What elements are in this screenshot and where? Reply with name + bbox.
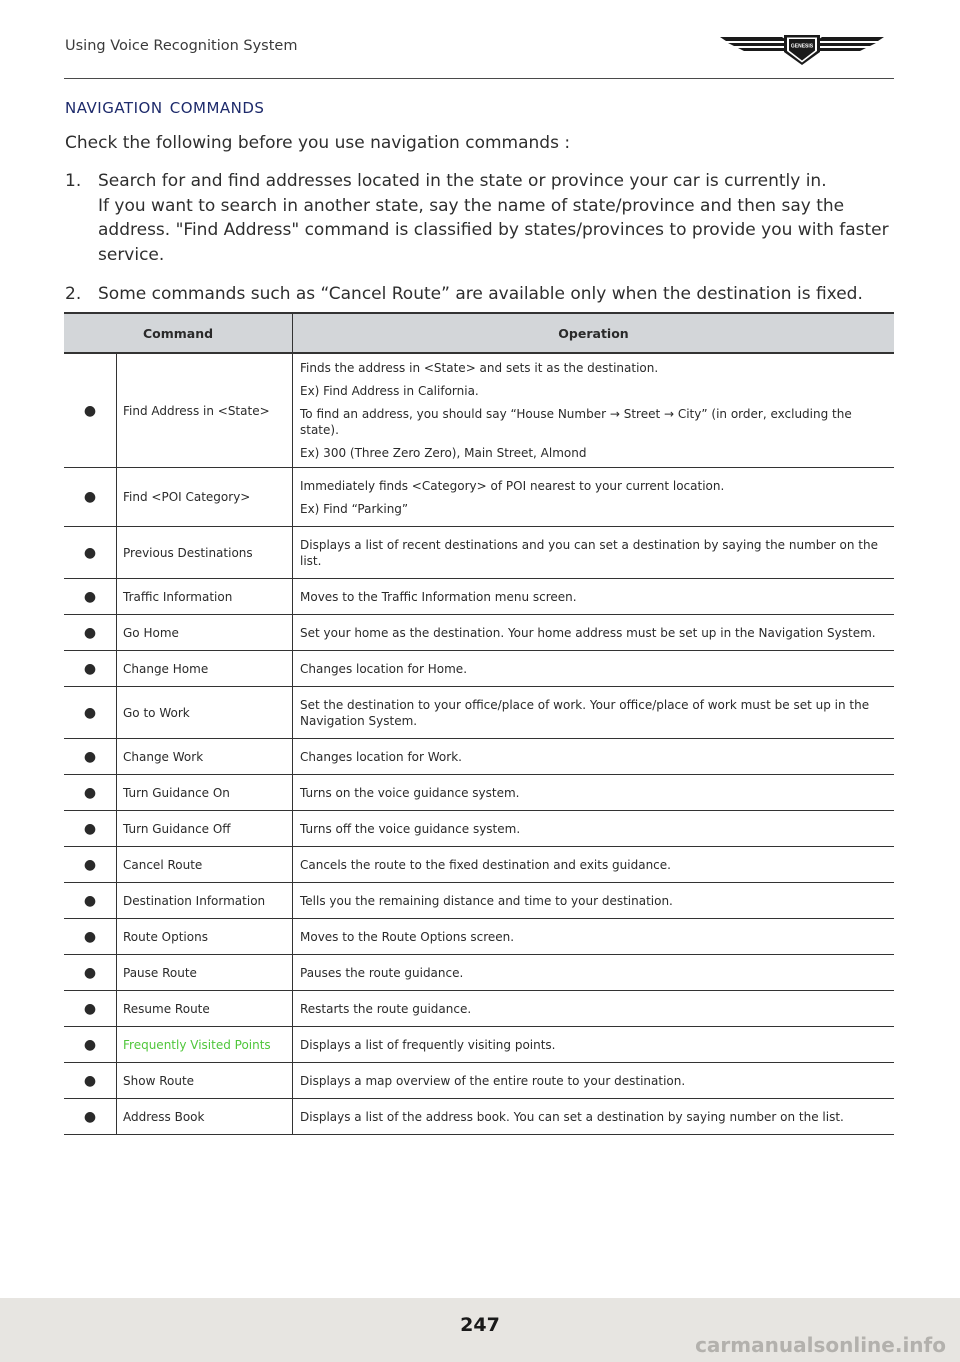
operation-line: Displays a list of frequently visiting points. bbox=[300, 1037, 556, 1052]
operation-line: Finds the address in <State> and sets it as the destination. bbox=[300, 361, 659, 375]
operation-line: Tells you the remaining distance and time to your destination. bbox=[300, 893, 673, 908]
commands-table bbox=[64, 312, 894, 1135]
command-cell: Change Work bbox=[117, 739, 293, 775]
header-divider bbox=[64, 78, 894, 79]
operation-cell bbox=[293, 847, 895, 883]
operation-line: Displays a list of recent destinations and you can set a destination by saying the number on the list. bbox=[300, 537, 878, 568]
page-number: 247 bbox=[460, 1314, 500, 1336]
bullet-icon: ● bbox=[64, 739, 117, 775]
step-number: 1. bbox=[65, 171, 82, 191]
bullet-icon: ● bbox=[64, 775, 117, 811]
table-row bbox=[64, 1099, 894, 1135]
bullet-icon: ● bbox=[64, 1063, 117, 1099]
bullet-icon: ● bbox=[64, 353, 117, 468]
page-footer bbox=[0, 1298, 960, 1362]
table-row bbox=[64, 847, 894, 883]
operation-cell bbox=[293, 1027, 895, 1063]
bullet-icon: ● bbox=[64, 955, 117, 991]
bullet-icon: ● bbox=[64, 651, 117, 687]
operation-cell bbox=[293, 651, 895, 687]
step-number: 2. bbox=[65, 284, 82, 304]
command-cell: Go Home bbox=[117, 615, 293, 651]
table-row bbox=[64, 1063, 894, 1099]
operation-cell bbox=[293, 687, 895, 739]
command-cell: Frequently Visited Points bbox=[117, 1027, 293, 1063]
operation-cell bbox=[293, 1063, 895, 1099]
step-text: Search for and find addresses located in the state or province your car is currently in. If you want to search in another state, say the name of state/province and then say the address. "Find Address" command is classified by states/provinces to provide you with faster service. bbox=[98, 171, 889, 265]
command-cell: Route Options bbox=[117, 919, 293, 955]
table-row bbox=[64, 811, 894, 847]
command-cell: Destination Information bbox=[117, 883, 293, 919]
operation-line: Displays a list of the address book. You can set a destination by saying number on the list. bbox=[300, 1109, 844, 1124]
bullet-icon: ● bbox=[64, 579, 117, 615]
operation-cell bbox=[293, 615, 895, 651]
operation-cell bbox=[293, 739, 895, 775]
bullet-icon: ● bbox=[64, 1099, 117, 1135]
command-cell: Find Address in <State> bbox=[117, 353, 293, 468]
operation-cell bbox=[293, 468, 895, 527]
table-row bbox=[64, 687, 894, 739]
operation-line: Changes location for Home. bbox=[300, 661, 468, 676]
operation-cell bbox=[293, 919, 895, 955]
table-row bbox=[64, 353, 894, 468]
bullet-icon: ● bbox=[64, 687, 117, 739]
table-row bbox=[64, 527, 894, 579]
column-header-command: Command bbox=[64, 313, 293, 353]
operation-cell bbox=[293, 811, 895, 847]
header-title: Using Voice Recognition System bbox=[65, 38, 298, 54]
bullet-icon: ● bbox=[64, 527, 117, 579]
operation-line: Cancels the route to the fixed destination and exits guidance. bbox=[300, 857, 671, 872]
command-cell: Pause Route bbox=[117, 955, 293, 991]
operation-cell bbox=[293, 775, 895, 811]
command-cell: Turn Guidance On bbox=[117, 775, 293, 811]
table-header-row bbox=[64, 313, 894, 353]
operation-cell bbox=[293, 1099, 895, 1135]
genesis-logo bbox=[718, 32, 886, 68]
column-header-operation: Operation bbox=[293, 313, 895, 353]
bullet-icon: ● bbox=[64, 811, 117, 847]
operation-cell bbox=[293, 883, 895, 919]
table-row bbox=[64, 739, 894, 775]
table-row bbox=[64, 468, 894, 527]
table-row bbox=[64, 919, 894, 955]
operation-line: Moves to the Route Options screen. bbox=[300, 929, 515, 944]
operation-cell bbox=[293, 991, 895, 1027]
operation-line: Ex) Find “Parking” bbox=[300, 501, 409, 516]
operation-line: To find an address, you should say “House Number → Street → City” (in order, excluding the state). bbox=[300, 407, 852, 437]
operation-cell bbox=[293, 527, 895, 579]
table-row bbox=[64, 883, 894, 919]
table-row bbox=[64, 991, 894, 1027]
bullet-icon: ● bbox=[64, 468, 117, 527]
command-cell: Traffic Information bbox=[117, 579, 293, 615]
step-text: Some commands such as “Cancel Route” are available only when the destination is fixed. bbox=[98, 284, 863, 304]
bullet-icon: ● bbox=[64, 1027, 117, 1063]
operation-cell bbox=[293, 353, 895, 468]
bullet-icon: ● bbox=[64, 615, 117, 651]
operation-line: Immediately finds <Category> of POI nearest to your current location. bbox=[300, 478, 725, 493]
command-cell: Go to Work bbox=[117, 687, 293, 739]
table-row bbox=[64, 615, 894, 651]
operation-cell bbox=[293, 955, 895, 991]
command-cell: Address Book bbox=[117, 1099, 293, 1135]
operation-line: Changes location for Work. bbox=[300, 749, 462, 764]
command-cell: Turn Guidance Off bbox=[117, 811, 293, 847]
watermark: carmanualsonline.info bbox=[695, 1333, 946, 1357]
logo-text: GENESIS bbox=[790, 43, 814, 50]
operation-line: Turns off the voice guidance system. bbox=[300, 821, 521, 836]
operation-line: Restarts the route guidance. bbox=[300, 1001, 472, 1016]
page-header bbox=[64, 30, 894, 80]
bullet-icon: ● bbox=[64, 847, 117, 883]
table-row bbox=[64, 955, 894, 991]
command-cell: Resume Route bbox=[117, 991, 293, 1027]
bullet-icon: ● bbox=[64, 991, 117, 1027]
bullet-icon: ● bbox=[64, 883, 117, 919]
bullet-icon: ● bbox=[64, 919, 117, 955]
table-row bbox=[64, 775, 894, 811]
operation-line: Ex) Find Address in California. bbox=[300, 384, 479, 398]
intro-text: Check the following before you use navigation commands : bbox=[65, 133, 571, 153]
operation-line: Moves to the Traffic Information menu screen. bbox=[300, 589, 577, 604]
table-row bbox=[64, 1027, 894, 1063]
command-cell: Show Route bbox=[117, 1063, 293, 1099]
command-cell: Cancel Route bbox=[117, 847, 293, 883]
section-title: navigation commands bbox=[65, 94, 265, 118]
table-row bbox=[64, 651, 894, 687]
operation-line: Set the destination to your office/place of work. Your office/place of work must be set up in the Navigation System. bbox=[300, 697, 870, 728]
command-cell: Previous Destinations bbox=[117, 527, 293, 579]
command-cell: Change Home bbox=[117, 651, 293, 687]
operation-line: Set your home as the destination. Your home address must be set up in the Navigation System. bbox=[300, 625, 876, 640]
command-cell: Find <POI Category> bbox=[117, 468, 293, 527]
table-row bbox=[64, 579, 894, 615]
operation-line: Turns on the voice guidance system. bbox=[300, 785, 520, 800]
operation-line: Pauses the route guidance. bbox=[300, 965, 464, 980]
operation-cell bbox=[293, 579, 895, 615]
operation-line: Displays a map overview of the entire route to your destination. bbox=[300, 1073, 686, 1088]
operation-line: Ex) 300 (Three Zero Zero), Main Street, Almond bbox=[300, 446, 587, 460]
